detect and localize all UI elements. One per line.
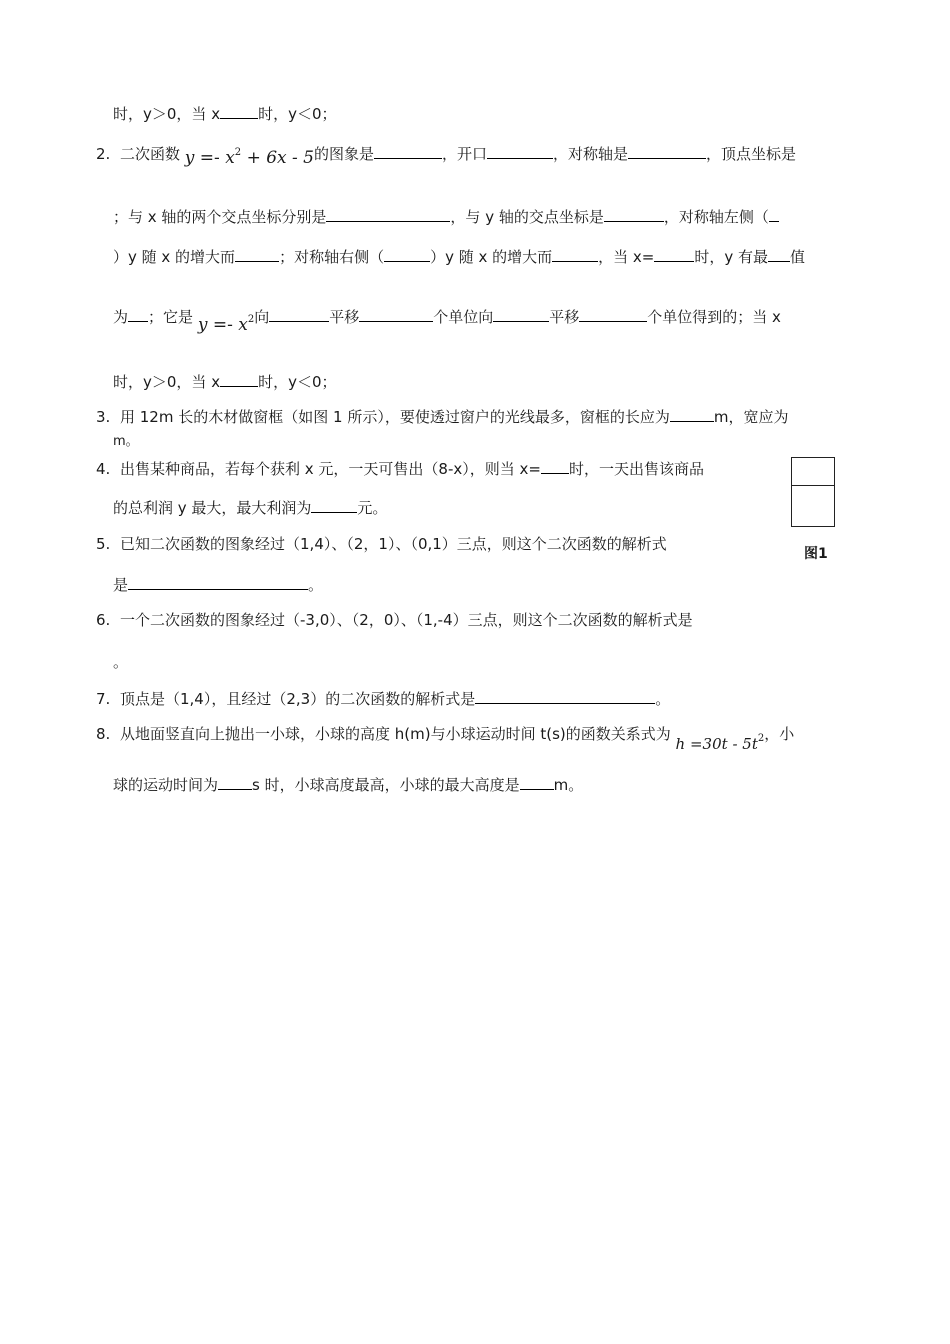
text: ，对称轴左侧（	[663, 208, 769, 226]
text: 用 12m 长的木材做窗框（如图 1 所示），要使透过窗户的光线最多，窗框的长应为	[120, 408, 670, 426]
text: ）y 随 x 的增大而	[430, 248, 553, 266]
question-3	[96, 406, 788, 427]
blank[interactable]	[359, 306, 433, 322]
blank[interactable]	[220, 103, 258, 119]
blank[interactable]	[670, 406, 714, 422]
text: s 时，小球高度最高，小球的最大高度是	[252, 776, 520, 794]
question-4	[96, 458, 704, 479]
question-number: 6.	[96, 611, 111, 629]
figure-caption: 图1	[804, 546, 828, 562]
question-2-row-5	[113, 371, 337, 392]
question-3-row-2	[113, 432, 139, 452]
blank[interactable]	[235, 246, 279, 262]
text: m。	[113, 434, 139, 449]
text: 时，一天出售该商品	[568, 460, 704, 478]
text: m。	[553, 776, 584, 794]
equation: $h =30t - 5t^2$	[675, 733, 765, 753]
text: 是	[113, 576, 129, 594]
question-number: 2.	[96, 145, 111, 163]
text: 时，y 有最	[694, 248, 769, 266]
text: 向	[254, 308, 270, 326]
text: 为	[113, 308, 129, 326]
text: 。	[655, 690, 671, 708]
blank[interactable]	[768, 246, 790, 262]
question-6	[96, 610, 693, 630]
blank[interactable]	[384, 246, 430, 262]
blank[interactable]	[128, 574, 308, 590]
blank[interactable]	[218, 774, 252, 790]
blank[interactable]	[541, 458, 569, 474]
line-1	[113, 103, 337, 124]
blank[interactable]	[604, 206, 664, 222]
text: 二次函数	[120, 145, 181, 163]
text: 值	[790, 248, 806, 266]
question-5	[96, 534, 667, 554]
text: ，顶点坐标是	[706, 145, 797, 163]
frame-crossbar	[792, 485, 834, 486]
question-8	[96, 724, 794, 754]
text: ，当 x=	[598, 248, 655, 266]
text: 个单位得到的；当 x	[647, 308, 781, 326]
text: 已知二次函数的图象经过（1,4）、（2，1）、（0,1）三点，则这个二次函数的解析式	[120, 535, 667, 553]
blank[interactable]	[520, 774, 554, 790]
question-8-row-2	[113, 774, 583, 795]
question-7	[96, 688, 670, 709]
question-2-row-2	[113, 206, 779, 227]
blank[interactable]	[269, 306, 329, 322]
text: 球的运动时间为	[113, 776, 219, 794]
text: 出售某种商品，若每个获利 x 元，一天可售出（8-x），则当 x=	[120, 460, 541, 478]
blank[interactable]	[579, 306, 647, 322]
blank[interactable]	[552, 246, 598, 262]
question-number: 5.	[96, 535, 111, 553]
text: 一个二次函数的图象经过（-3,0）、（2，0）、（1,-4）三点，则这个二次函数的解析式是	[120, 611, 693, 629]
text: 平移	[329, 308, 360, 326]
text: ，对称轴是	[553, 145, 629, 163]
blank[interactable]	[220, 371, 258, 387]
text: 从地面竖直向上抛出一小球，小球的高度 h(m)与小球运动时间 t(s)的函数关系式为	[120, 725, 671, 743]
question-number: 7.	[96, 690, 111, 708]
blank[interactable]	[374, 143, 442, 159]
text: ，与 y 轴的交点坐标是	[450, 208, 604, 226]
question-6-row-2	[113, 652, 128, 672]
equation: $y =- x^2$	[197, 314, 255, 335]
text: 时，y＜0；	[258, 105, 337, 123]
blank[interactable]	[769, 206, 779, 222]
text: m，宽应为	[713, 408, 789, 426]
text: 时，y＜0；	[258, 373, 337, 391]
text: ；与 x 轴的两个交点坐标分别是	[113, 208, 327, 226]
text: ）y 随 x 的增大而	[113, 248, 236, 266]
text: 。	[113, 653, 129, 671]
blank[interactable]	[311, 497, 357, 513]
blank[interactable]	[654, 246, 694, 262]
text: 元。	[357, 499, 388, 517]
text: 的图象是	[314, 145, 375, 163]
equation: $y =- x^2 + 6x - 5$	[184, 147, 314, 168]
text: 。	[308, 576, 324, 594]
question-5-row-2	[113, 574, 323, 595]
question-number: 3.	[96, 408, 111, 426]
question-2-row-4	[113, 306, 781, 335]
text: ；对称轴右侧（	[279, 248, 385, 266]
text: ，开口	[442, 145, 488, 163]
question-4-row-2	[113, 497, 387, 518]
text: ；它是	[148, 308, 194, 326]
question-2-row-3	[113, 246, 805, 267]
blank[interactable]	[475, 688, 655, 704]
text: 顶点是（1,4），且经过（2,3）的二次函数的解析式是	[120, 690, 476, 708]
question-number: 8.	[96, 725, 111, 743]
blank[interactable]	[128, 306, 148, 322]
question-2-row-1	[96, 143, 796, 168]
text: 时，y＞0，当 x	[113, 105, 221, 123]
blank[interactable]	[628, 143, 706, 159]
text: 个单位向	[433, 308, 494, 326]
text: 的总利润 y 最大，最大利润为	[113, 499, 312, 517]
blank[interactable]	[493, 306, 549, 322]
blank[interactable]	[326, 206, 450, 222]
window-frame-figure	[791, 457, 835, 527]
text: 时，y＞0，当 x	[113, 373, 221, 391]
text: 平移	[549, 308, 580, 326]
question-number: 4.	[96, 460, 111, 478]
blank[interactable]	[487, 143, 553, 159]
text: ，小	[764, 725, 795, 743]
